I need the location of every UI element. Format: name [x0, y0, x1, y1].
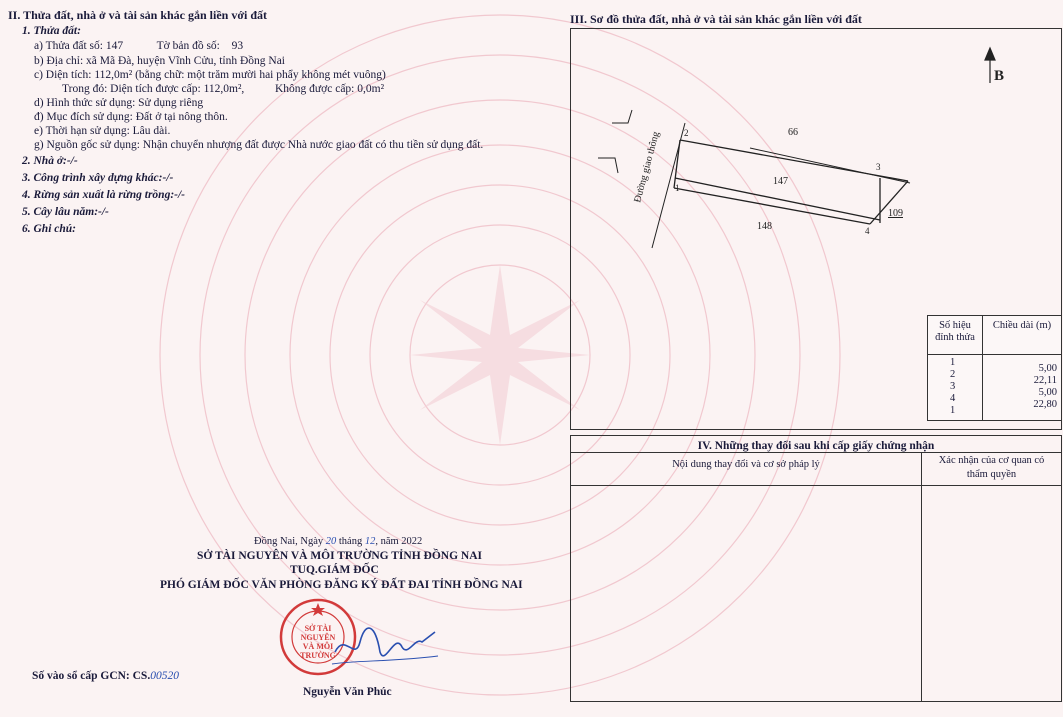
table-length: 22,11	[1033, 375, 1057, 386]
signing-date: Đồng Nai, Ngày 20 tháng 12, năm 2022	[254, 536, 423, 547]
north-symbol: B	[994, 68, 1005, 84]
table-point: 1	[950, 405, 956, 416]
vertex-1-label: 1	[675, 183, 680, 193]
changes-table	[570, 435, 1062, 702]
table-point: 3	[950, 381, 956, 392]
note-line: 6. Ghi chú:	[22, 223, 76, 235]
road-edge	[598, 110, 632, 173]
table-point: 2	[950, 369, 956, 380]
register-number: 00520	[150, 670, 179, 682]
register-label: Số vào sổ cấp GCN: CS.	[32, 670, 151, 682]
vertex-3-label: 3	[876, 162, 881, 172]
parcel-no: 147	[105, 40, 124, 52]
vertex-2-label: 2	[684, 128, 689, 138]
signer-position: PHÓ GIÁM ĐỐC VĂN PHÒNG ĐĂNG KÝ ĐẤT ĐAI TỈNH ĐỒNG NAI	[160, 579, 523, 591]
area-detail-right: Không được cấp: 0,0m²	[275, 83, 385, 95]
vertex-4-label: 4	[865, 226, 870, 236]
table-length: 5,00	[1038, 387, 1057, 398]
signing-day: 20	[325, 536, 337, 547]
length-table-col1: Số hiệu đỉnh thửa	[928, 316, 983, 355]
section4-title: IV. Những thay đổi sau khi cấp giấy chứng nhận	[697, 440, 935, 452]
map-sheet-label: Tờ bản đồ số:	[156, 40, 220, 52]
map-sheet-no: 93	[231, 40, 244, 52]
changes-title-row	[571, 436, 1061, 453]
origin-line: g) Nguồn gốc sử dụng: Nhận chuyển nhượng đất được Nhà nước giao đất có thu tiền sử dụng đất.	[34, 139, 484, 151]
org-name: SỞ TÀI NGUYÊN VÀ MÔI TRƯỜNG TỈNH ĐỒNG NAI	[197, 550, 482, 562]
other-construction-line: 3. Công trình xây dựng khác:-/-	[22, 172, 174, 184]
parcel-109-label: 109	[888, 208, 903, 219]
use-term-line: e) Thời hạn sử dụng: Lâu dài.	[34, 125, 171, 137]
area-line: c) Diện tích: 112,0m² (bằng chữ: một trăm mười hai phẩy không mét vuông)	[34, 69, 386, 81]
changes-col2-header: Xác nhận của cơ quan có thẩm quyền	[922, 453, 1061, 486]
house-line: 2. Nhà ở:-/-	[22, 155, 78, 167]
parcel-boundary	[674, 140, 908, 224]
signer-name: Nguyễn Văn Phúc	[303, 686, 392, 698]
road-label: Đường giao thông	[632, 130, 662, 204]
section3-title: III. Sơ đồ thửa đất, nhà ở và tài sản khác gắn liền với đất	[570, 12, 862, 26]
table-length: 5,00	[1038, 363, 1057, 374]
address-line: b) Địa chỉ: xã Mã Đà, huyện Vĩnh Cửu, tỉnh Đồng Nai	[34, 55, 285, 67]
use-form-line: d) Hình thức sử dụng: Sử dụng riêng	[34, 97, 204, 109]
changes-col1-header: Nội dung thay đổi và cơ sở pháp lý	[571, 453, 922, 486]
area-detail-left: Trong đó: Diện tích được cấp: 112,0m²,	[62, 83, 245, 95]
parcel-line	[34, 40, 243, 52]
land-heading: 1. Thửa đất:	[22, 25, 81, 37]
length-table-col2: Chiều dài (m)	[983, 316, 1061, 355]
forest-line: 4. Rừng sản xuất là rừng trồng:-/-	[22, 189, 185, 201]
perennial-line: 5. Cây lâu năm:-/-	[22, 206, 109, 218]
table-length: 22,80	[1033, 399, 1057, 410]
use-purpose-line: đ) Mục đích sử dụng: Đất ở tại nông thôn.	[34, 111, 228, 123]
stamp-text: SỞ TÀI NGUYÊN VÀ MÔI TRƯỜNG	[300, 624, 336, 660]
parcel-66-label: 66	[788, 127, 798, 138]
register-line	[32, 670, 179, 682]
table-point: 1	[950, 357, 956, 368]
section2-title: II. Thửa đất, nhà ở và tài sản khác gắn liền với đất	[8, 8, 268, 22]
parcel-148-label: 148	[757, 221, 772, 232]
tuq-label: TUQ.GIÁM ĐỐC	[290, 564, 379, 576]
length-table	[927, 315, 1062, 421]
parcel-label: a) Thửa đất số:	[34, 40, 103, 52]
handwritten-signature	[330, 612, 440, 672]
parcel-147-label: 147	[773, 176, 788, 187]
signing-month: 12	[364, 536, 376, 547]
table-point: 4	[950, 393, 956, 404]
